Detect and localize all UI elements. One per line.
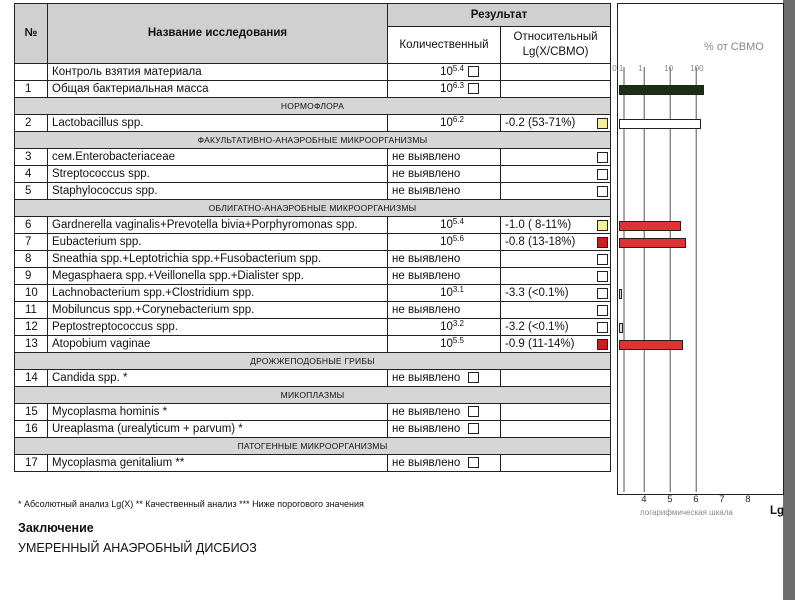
quantitative-value: 10: [440, 65, 453, 78]
bottom-tick-label: 7: [719, 494, 725, 505]
relative-marker-box: [597, 169, 608, 180]
top-tick-label: 1: [638, 64, 643, 73]
top-tick-label: 10: [664, 64, 674, 73]
row-number: 10: [15, 285, 48, 302]
conclusion-title: Заключение: [18, 521, 94, 535]
bottom-tick-label: 4: [641, 494, 647, 505]
quantitative-value: не выявлено: [392, 456, 461, 469]
test-name: Megasphaera spp.+Veillonella spp.+Dialister spp.: [48, 268, 388, 285]
quantitative-cell: [388, 421, 501, 438]
row-number: 11: [15, 302, 48, 319]
quantitative-value: не выявлено: [392, 184, 461, 197]
row-number: 7: [15, 234, 48, 251]
relative-cell: [501, 455, 611, 472]
page-edge: [783, 0, 795, 600]
quantitative-marker-box: [468, 423, 479, 434]
relative-marker-box: [597, 237, 608, 248]
row-number: 14: [15, 370, 48, 387]
section-label: ПАТОГЕННЫЕ МИКРООРГАНИЗМЫ: [15, 438, 611, 455]
quantitative-cell: [388, 166, 501, 183]
col-result-header: Результат: [388, 4, 611, 27]
table-row: [15, 234, 611, 251]
table-row: [15, 268, 611, 285]
exponent: 5.6: [452, 233, 464, 243]
section-row: [15, 387, 611, 404]
test-name: Mycoplasma hominis *: [48, 404, 388, 421]
quantitative-value: не выявлено: [392, 405, 461, 418]
row-number: 16: [15, 421, 48, 438]
quantitative-cell: [388, 404, 501, 421]
quantitative-cell: [388, 319, 501, 336]
bottom-tick-label: 8: [745, 494, 751, 505]
quantitative-value: не выявлено: [392, 150, 461, 163]
row-number: 5: [15, 183, 48, 200]
relative-value: -0.2 (53-71%): [505, 116, 576, 129]
conclusion-value: УМЕРЕННЫЙ АНАЭРОБНЫЙ ДИСБИОЗ: [18, 541, 257, 555]
section-row: [15, 98, 611, 115]
relative-value: -1.0 ( 8-11%): [505, 218, 572, 231]
row-number: 9: [15, 268, 48, 285]
chart-bar: [619, 238, 686, 248]
quantitative-value: не выявлено: [392, 371, 461, 384]
test-name: Lactobacillus spp.: [48, 115, 388, 132]
results-body: [15, 64, 611, 472]
relative-cell: [501, 115, 611, 132]
table-row: [15, 319, 611, 336]
chart-grid: [618, 4, 783, 494]
col-quant-header: Количественный: [388, 27, 501, 64]
relative-cell: [501, 149, 611, 166]
table-row: [15, 370, 611, 387]
test-name: Контроль взятия материала: [48, 64, 388, 81]
quantitative-cell: [388, 285, 501, 302]
table-row: [15, 404, 611, 421]
test-name: Eubacterium spp.: [48, 234, 388, 251]
exponent: 5.5: [452, 335, 464, 345]
chart-bar: [619, 289, 622, 299]
relative-cell: [501, 285, 611, 302]
chart-bar: [619, 323, 623, 333]
test-name: Lachnobacterium spp.+Clostridium spp.: [48, 285, 388, 302]
quantitative-marker-box: [468, 457, 479, 468]
quantitative-cell: [388, 302, 501, 319]
table-row: [15, 115, 611, 132]
quantitative-cell: [388, 251, 501, 268]
table-row: [15, 149, 611, 166]
relative-cell: [501, 336, 611, 353]
quantitative-marker-box: [468, 406, 479, 417]
relative-marker-box: [597, 288, 608, 299]
test-name: Peptostreptococcus spp.: [48, 319, 388, 336]
table-row: [15, 251, 611, 268]
top-tick-label: 100: [690, 64, 704, 73]
log-scale-chart: [612, 3, 785, 517]
relative-marker-box: [597, 305, 608, 316]
exponent: 5.4: [452, 63, 464, 73]
section-label: ФАКУЛЬТАТИВНО-АНАЭРОБНЫЕ МИКРООРГАНИЗМЫ: [15, 132, 611, 149]
relative-marker-box: [597, 271, 608, 282]
test-name: Atopobium vaginae: [48, 336, 388, 353]
relative-value: -0.9 (11-14%): [505, 337, 575, 350]
table-row: [15, 81, 611, 98]
row-number: 2: [15, 115, 48, 132]
quantitative-value: 10: [440, 82, 453, 95]
section-label: НОРМОФЛОРА: [15, 98, 611, 115]
footnote: * Абсолютный анализ Lg(X) ** Качественный анализ *** Ниже порогового значения: [18, 499, 364, 509]
test-name: Gardnerella vaginalis+Prevotella bivia+Porphyromonas spp.: [48, 217, 388, 234]
relative-marker-box: [597, 118, 608, 129]
relative-header-line1: Относительный: [513, 31, 598, 43]
test-name: Mobiluncus spp.+Corynebacterium spp.: [48, 302, 388, 319]
test-name: Общая бактериальная масса: [48, 81, 388, 98]
quantitative-value: 10: [440, 235, 453, 248]
row-number: 12: [15, 319, 48, 336]
table-row: [15, 166, 611, 183]
relative-marker-box: [597, 322, 608, 333]
quantitative-value: 10: [440, 337, 453, 350]
row-number: 15: [15, 404, 48, 421]
quantitative-cell: [388, 64, 501, 81]
quantitative-marker-box: [468, 66, 479, 77]
relative-marker-box: [597, 220, 608, 231]
relative-value: -0.8 (13-18%): [505, 235, 576, 248]
test-name: Ureaplasma (urealyticum + parvum) *: [48, 421, 388, 438]
row-number: 8: [15, 251, 48, 268]
row-number: 3: [15, 149, 48, 166]
quantitative-value: не выявлено: [392, 422, 461, 435]
quantitative-value: не выявлено: [392, 269, 461, 282]
test-name: сем.Enterobacteriaceae: [48, 149, 388, 166]
section-label: ДРОЖЖЕПОДОБНЫЕ ГРИБЫ: [15, 353, 611, 370]
table-row: [15, 455, 611, 472]
quantitative-cell: [388, 455, 501, 472]
table-row: [15, 64, 611, 81]
relative-cell: [501, 268, 611, 285]
quantitative-cell: [388, 268, 501, 285]
section-label: ОБЛИГАТНО-АНАЭРОБНЫЕ МИКРООРГАНИЗМЫ: [15, 200, 611, 217]
table-row: [15, 302, 611, 319]
col-name-header: Название исследования: [48, 4, 388, 64]
relative-cell: [501, 166, 611, 183]
row-number: 6: [15, 217, 48, 234]
relative-cell: [501, 251, 611, 268]
row-number: [15, 64, 48, 81]
bottom-tick-label: 6: [693, 494, 699, 505]
chart-bar: [619, 340, 683, 350]
relative-cell: [501, 217, 611, 234]
quantitative-cell: [388, 183, 501, 200]
col-relative-header: [501, 27, 611, 64]
relative-value: -3.3 (<0.1%): [505, 286, 569, 299]
relative-value: -3.2 (<0.1%): [505, 320, 569, 333]
table-row: [15, 217, 611, 234]
exponent: 3.2: [452, 318, 464, 328]
row-number: 17: [15, 455, 48, 472]
relative-cell: [501, 81, 611, 98]
quantitative-value: 10: [440, 320, 453, 333]
table-row: [15, 421, 611, 438]
quantitative-cell: [388, 149, 501, 166]
quantitative-value: 10: [440, 218, 453, 231]
test-name: Streptococcus spp.: [48, 166, 388, 183]
quantitative-value: 10: [440, 286, 453, 299]
quantitative-value: 10: [440, 116, 453, 129]
relative-marker-box: [597, 152, 608, 163]
top-tick-label: 0.1: [612, 64, 624, 73]
relative-cell: [501, 302, 611, 319]
exponent: 3.1: [452, 284, 464, 294]
relative-cell: [501, 319, 611, 336]
relative-cell: [501, 234, 611, 251]
test-name: Mycoplasma genitalium **: [48, 455, 388, 472]
chart-unit-label: % от СВМО: [704, 41, 764, 53]
section-row: [15, 438, 611, 455]
bottom-tick-label: 5: [667, 494, 673, 505]
quantitative-marker-box: [468, 372, 479, 383]
table-row: [15, 183, 611, 200]
quantitative-value: не выявлено: [392, 167, 461, 180]
relative-marker-box: [597, 254, 608, 265]
chart-bar: [619, 119, 701, 129]
test-name: Staphylococcus spp.: [48, 183, 388, 200]
results-table: [14, 3, 611, 472]
chart-axis-title: Lg: [770, 505, 785, 517]
quantitative-marker-box: [468, 83, 479, 94]
chart-scale-label: логарифмическая шкала: [640, 508, 733, 517]
test-name: Candida spp. *: [48, 370, 388, 387]
section-row: [15, 353, 611, 370]
quantitative-cell: [388, 115, 501, 132]
relative-cell: [501, 370, 611, 387]
relative-cell: [501, 183, 611, 200]
exponent: 6.2: [452, 114, 464, 124]
chart-bar: [619, 85, 704, 95]
section-label: МИКОПЛАЗМЫ: [15, 387, 611, 404]
relative-header-line2: Lg(X/СВМО): [522, 46, 589, 58]
relative-cell: [501, 421, 611, 438]
relative-marker-box: [597, 186, 608, 197]
row-number: 4: [15, 166, 48, 183]
exponent: 6.3: [452, 80, 464, 90]
test-name: Sneathia spp.+Leptotrichia spp.+Fusobacterium spp.: [48, 251, 388, 268]
section-row: [15, 200, 611, 217]
chart-bar: [619, 221, 681, 231]
row-number: 1: [15, 81, 48, 98]
quantitative-cell: [388, 234, 501, 251]
relative-marker-box: [597, 339, 608, 350]
quantitative-value: не выявлено: [392, 303, 461, 316]
table-row: [15, 285, 611, 302]
quantitative-cell: [388, 217, 501, 234]
relative-cell: [501, 404, 611, 421]
quantitative-value: не выявлено: [392, 252, 461, 265]
col-num-header: №: [15, 4, 48, 64]
quantitative-cell: [388, 336, 501, 353]
exponent: 5.4: [452, 216, 464, 226]
quantitative-cell: [388, 81, 501, 98]
row-number: 13: [15, 336, 48, 353]
relative-cell: [501, 64, 611, 81]
quantitative-cell: [388, 370, 501, 387]
table-row: [15, 336, 611, 353]
section-row: [15, 132, 611, 149]
